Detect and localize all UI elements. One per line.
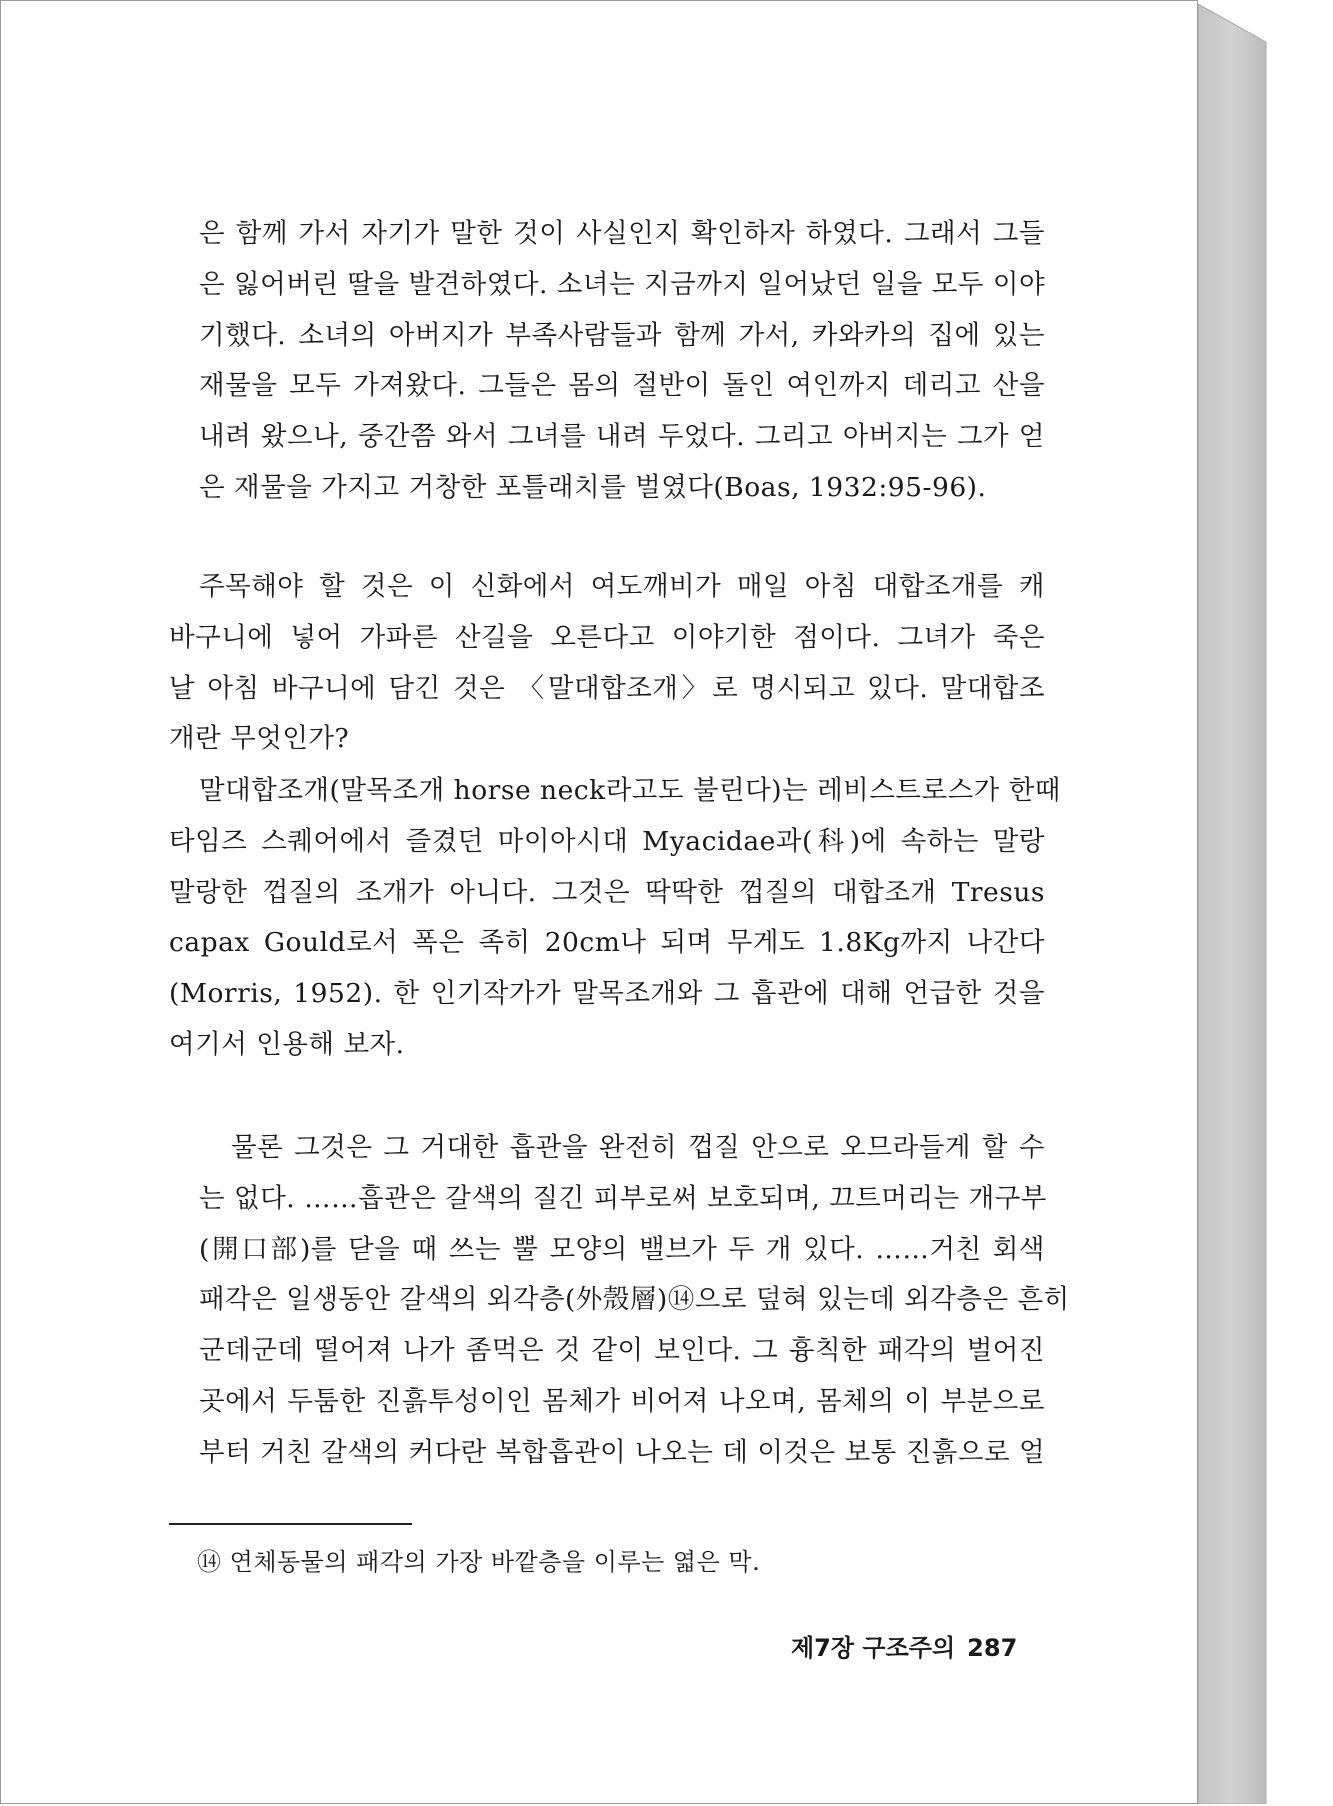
text-line: 개란 무엇인가? — [169, 723, 350, 755]
block-quote-1 — [199, 209, 1045, 514]
text-line: 타임즈 스퀘어에서 즐겼던 마이아시대 Myacidae과(科)에 속하는 말랑 — [169, 825, 1045, 857]
text-line: capax Gould로서 폭은 족히 20cm나 되며 무게도 1.8Kg까지 나간다 — [169, 927, 1045, 959]
footnote-divider — [169, 1523, 412, 1525]
text-line: 기했다. 소녀의 아버지가 부족사람들과 함께 가서, 카와카의 집에 있는 — [199, 319, 1045, 351]
text-line: 재물을 모두 가져왔다. 그들은 몸의 절반이 돌인 여인까지 데리고 산을 — [199, 370, 1045, 402]
text-line: 부터 거친 갈색의 커다란 복합흡관이 나오는 데 이것은 보통 진흙으로 얼 — [199, 1436, 1046, 1468]
text-line: 패각은 일생동안 갈색의 외각층(外殼層)⑭으로 덮혀 있는데 외각층은 흔히 — [199, 1284, 1070, 1316]
text-line: 은 함께 가서 자기가 말한 것이 사실인지 확인하자 하였다. 그래서 그들 — [199, 218, 1045, 249]
page-stack-shape — [1198, 4, 1333, 1804]
text-line: 말대합조개(말목조개 horse neck라고도 불린다)는 레비스트로스가 한때 — [199, 775, 1061, 806]
text-line: 는 없다. ……흡관은 갈색의 질긴 피부로써 보호되며, 끄트머리는 개구부 — [199, 1182, 1047, 1214]
text-line: 날 아침 바구니에 담긴 것은 〈말대합조개〉로 명시되고 있다. 말대합조 — [169, 672, 1045, 704]
footnote: ⑭ 연체동물의 패각의 가장 바깥층을 이루는 엷은 막. — [197, 1548, 761, 1576]
page-footer — [791, 1628, 1017, 1663]
paragraph-1 — [169, 562, 1045, 765]
text-line: 내려 왔으나, 중간쯤 와서 그녀를 내려 두었다. 그리고 아버지는 그가 얻 — [199, 421, 1045, 453]
paragraph-2 — [169, 766, 1061, 1071]
text-line: 군데군데 떨어져 나가 좀먹은 것 같이 보인다. 그 흉칙한 패각의 벌어진 — [199, 1335, 1045, 1367]
block-quote-2 — [199, 1123, 1070, 1479]
text-line: 은 잃어버린 딸을 발견하였다. 소녀는 지금까지 일어났던 일을 모두 이야 — [199, 268, 1046, 300]
text-line: 은 재물을 가지고 거창한 포틀래치를 벌였다(Boas, 1932:95-96). — [199, 471, 987, 503]
text-line: 곳에서 두툼한 진흙투성이인 몸체가 비어져 나오며, 몸체의 이 부분으로 — [199, 1385, 1045, 1417]
text-line: 물론 그것은 그 거대한 흡관을 완전히 껍질 안으로 오므라들게 할 수 — [231, 1132, 1045, 1163]
text-line: 여기서 인용해 보자. — [169, 1028, 405, 1060]
text-line: (開口部)를 닫을 때 쓰는 뿔 모양의 밸브가 두 개 있다. ……거친 회색 — [199, 1233, 1045, 1265]
text-line: 주목해야 할 것은 이 신화에서 여도깨비가 매일 아침 대합조개를 캐 — [199, 571, 1045, 602]
text-line: (Morris, 1952). 한 인기작가가 말목조개와 그 흡관에 대해 언급한 것을 — [169, 978, 1045, 1010]
page-number: 287 — [967, 1634, 1018, 1662]
text-line: 바구니에 넣어 가파른 산길을 오른다고 이야기한 점이다. 그녀가 죽은 — [169, 621, 1045, 653]
chapter-title: 제7장 구조주의 — [791, 1634, 956, 1662]
book-page-stack-edge — [1198, 4, 1333, 1804]
text-line: 말랑한 껍질의 조개가 아니다. 그것은 딱딱한 껍질의 대합조개 Tresus — [169, 876, 1045, 908]
